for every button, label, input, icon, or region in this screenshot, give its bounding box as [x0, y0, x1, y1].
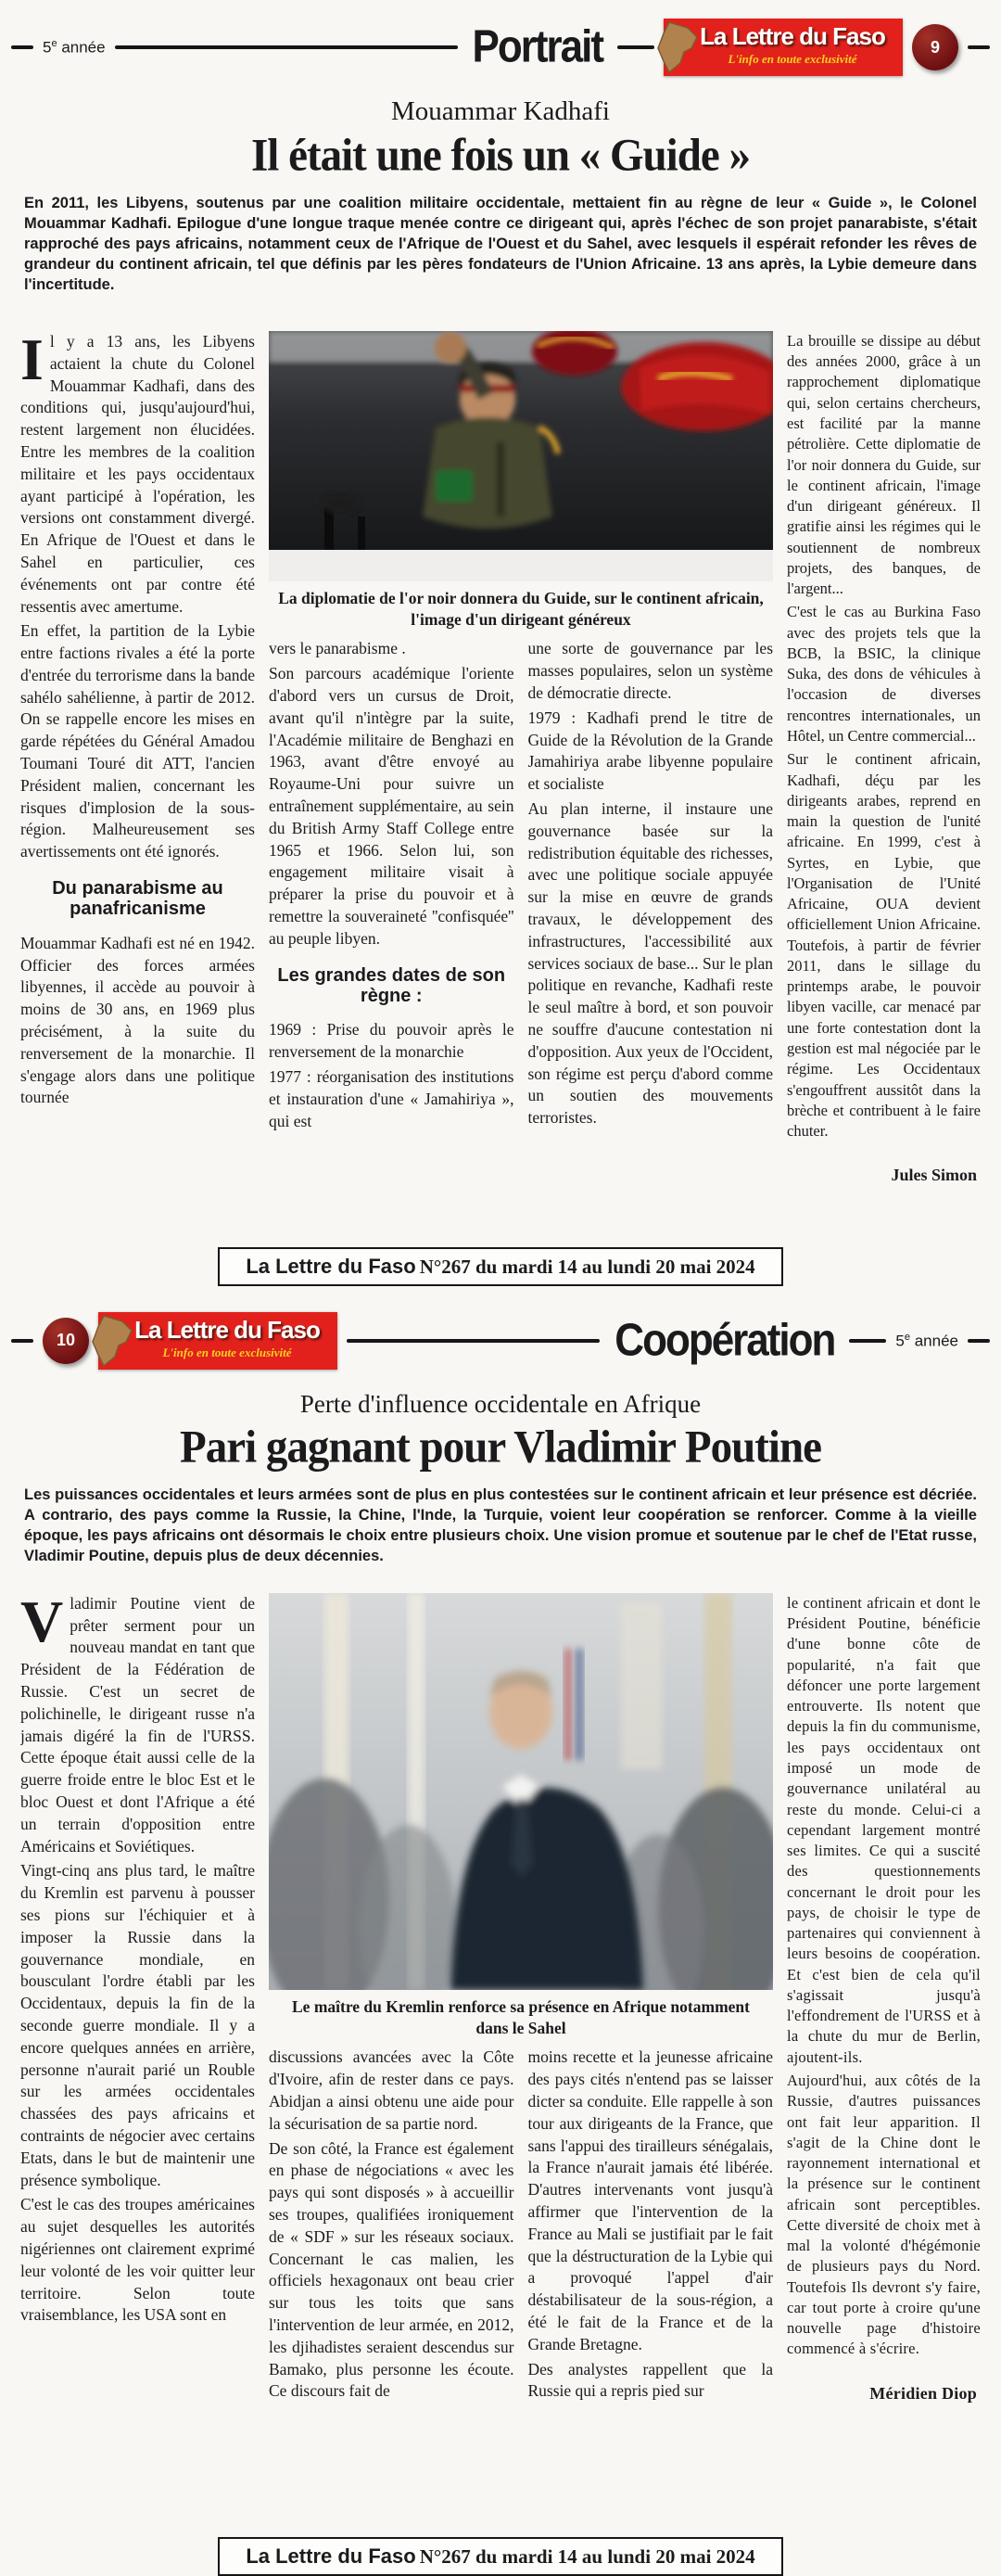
rule: [617, 45, 654, 49]
photo-caption: La diplomatie de l'or noir donnera du Guide, sur le continent africain, l'image d'un dirigeant généreux: [278, 588, 764, 629]
article-paragraph: Aujourd'hui, aux côtés de la Russie, d'autres puissances ont fait leur apparition. Il s'agit de la Chine dont le rayonnement international et la présence sur le continent africain sont perceptibles. Cette diversité de choix met à mal la volonté d'hégémonie de plusieurs pays du Nord. Toutefois Ils devront s'y faire, car tout porte à croire qu'une nouvelle page d'histoire commencé à s'écrire.: [787, 2071, 981, 2358]
column-1: [20, 1593, 255, 2522]
photo-kadhafi: [269, 331, 773, 581]
article-paragraph: le continent africain et dont le Président Poutine, bénéficie d'une bonne côte de popularité, n'a fait que défoncer une porte largement entrouverte. Ils notent que depuis la fin du communisme, les pays occidentaux ont imposé un mode de gouvernance unilatéral au reste du monde. Celui-ci a cependant largement montré ses limites. Ce qui a suscité des questionnements concernant le droit pour les pays, de choisir le type de partenaires qui conviennent à leurs besoins de coopération. Et c'est bien de cela qu'il s'agissait jusqu'à l'effondrement de l'URSS et à la chute du mur de Berlin, ajoutent-ils.: [787, 1593, 981, 2066]
article-paragraph: Des analystes rappellent que la Russie qui a repris pied sur: [527, 2359, 773, 2401]
article-paragraph: Mouammar Kadhafi est né en 1942. Officier des forces armées libyennes, il accède au pouvoir à moins de 30 ans, en 1969 plus précisément, à la suite du renversement de la monarchie. Il s'engage alors dans une politique tournée: [20, 933, 255, 1107]
photo-caption: Le maître du Kremlin renforce sa présence en Afrique notamment dans le Sahel: [292, 1996, 750, 2037]
footer-issue: N°267 du mardi 14 au lundi 20 mai 2024: [419, 1255, 755, 1278]
article-paragraph: Il y a 13 ans, les Libyens actaient la chute du Colonel Mouammar Kadhafi, dans des conditions qui, jusqu'aujourd'hui, restent largement non élucidées. Entre les membres de la coalition militaire et les pays occidentaux ayant participé à l'opération, les versions ont constamment divergé. En Afrique de l'Ouest et dans le Sahel en particulier, ces événements ont par contre été ressentis avec amertume.: [20, 330, 255, 616]
article-paragraph: Son parcours académique l'oriente d'abord vers un cursus de Droit, avant qu'il n'intègre par la suite, l'Académie militaire de Benghazi en 1963, avant d'être envoyé au Royaume-Uni pour suivre un entraînement supplémentaire, au sein du British Army Staff College entre 1965 et 1966. Selon lui, son engagement militaire visait à préparer la prise du pouvoir et à remettre la souveraineté ''confisquée'' au peuple libyen.: [269, 664, 514, 948]
column-2: [269, 638, 514, 1232]
article-paragraph: La brouille se dissipe au début des années 2000, grâce à un rapprochement diplomatique qui, selon certains chercheurs, est facilité par la manne pétrolière. Cette diplomatie de l'or noir donnera du Guide, sur le continent africain, l'image d'un dirigeant généreux. Il gratifie ainsi les régimes qui le soutiennent de nombreux projets, des banques, de l'argent...: [787, 331, 981, 598]
article-paragraph: vers le panarabisme .: [269, 639, 406, 658]
article-paragraph: De son côté, la France est également en phase de négociations « avec les pays qui sont disposés » à accueillir ses troupes, qualifiées ironiquement de « SDF » sur les réseaux sociaux. Concernant le cas malien, les officiels hexagonaux ont beau crier sur tous les toits que sans l'intervention de leur armée, en 2012, les djihadistes seraient descendus sur Bamako, plus personne les écoute. Ce discours fait de: [269, 2138, 514, 2401]
column-3: [528, 2047, 774, 2522]
logo-tagline: L'info en toute exclusivité: [728, 51, 857, 66]
rule: [115, 45, 458, 49]
column-middle-block: [269, 1593, 773, 2522]
footer-brand: La Lettre du Faso: [246, 1254, 416, 1278]
article-paragraph: C'est le cas au Burkina Faso avec des projets tels que la BCB, la BSIC, la clinique Suka, des dons de véhicules à l'occasion de diverses rencontres internationales, un Hôtel, un Centre commercial...: [787, 603, 981, 745]
article-byline: Jules Simon: [891, 1166, 977, 1185]
masthead-page9: [0, 17, 1001, 78]
article-paragraph: Sur le continent africain, Kadhafi, déçu par les dirigeants arabes, reprend en main la question de l'unité africaine. En 1999, c'est à Syrtes, en Lybie, que l'Organisation de l'Unité Africaine, OUA devient officiellement Union Africaine. Toutefois, à partir de février 2011, dans le sillage du printemps arabe, le pouvoir libyen vacille, car menacé par une forte contestation dont la gestion est mal négociée par le régime. Les Occidentaux s'engouffrent aussitôt dans la brèche et contribuent à le faire chuter.: [787, 750, 981, 1141]
article-paragraph: Au plan interne, il instaure une gouvernance basée sur la redistribution équitable des richesses, avec une politique sociale appuyée sur la mise en œuvre de grands travaux, le développement des infrastructures, l'accessibilité aux services sociaux de base... Sur le plan politique en revanche, Kadhafi reste le seul maître à bord, et son pouvoir ne souffre d'aucune contestation ni d'opposition. Aux yeux de l'Occident, son régime est perçu d'abord comme un soutien des mouvements terroristes.: [527, 799, 773, 1128]
column-4: [787, 1593, 981, 2522]
column-subhead: Les grandes dates de son règne :: [277, 964, 506, 1006]
issue-footer: [218, 1247, 782, 1286]
rule: [11, 45, 33, 49]
article-lead: En 2011, les Libyens, soutenus par une coalition militaire occidentale, mettaient fin au règne de leur « Guide », le Colonel Mouammar Kadhafi. Epilogue d'une longue traque menée contre ce dirigeant qui, après l'échec de son projet panarabiste, s'était rapproché des pays africains, notamment ceux de l'Afrique de l'Ouest et du Sahel, avec lesquels il espérait refonder les rêves de grandeur du continent africain, tel que définis par les pères fondateurs de l'Union Africaine. 13 ans après, la Lybie demeure dans l'incertitude.: [24, 194, 977, 293]
article-paragraph: Vingt-cinq ans plus tard, le maître du Kremlin est parvenu à pousser ses pions sur l'échiquier et à imposer la Russie dans la gouvernance mondiale, en bousculant l'ordre établi par les Occidentaux, depuis la fin de la seconde guerre mondiale. Il y a encore quelques années en arrière, personne n'aurait parié un Rouble sur les armées occidentales chassées des pays africains et contraints de négocier avec certains Etats, dans le but de maintenir une présence symbolique.: [20, 1861, 255, 2189]
column-3: [528, 638, 774, 1232]
article-paragraph: C'est le cas des troupes américaines au sujet desquelles les autorités nigériennes ont clairement exprimé leur volonté de les voir quitter leur territoire. Selon toute vraisemblance, les USA sont en: [20, 2195, 255, 2325]
drop-cap: V: [20, 1592, 64, 1654]
article-byline: Méridien Diop: [869, 2383, 977, 2403]
footer-issue: N°267 du mardi 14 au lundi 20 mai 2024: [419, 2544, 755, 2568]
issue-footer: [218, 2537, 782, 2576]
column-1: [20, 331, 255, 1232]
rule: [849, 1339, 886, 1343]
logo-tagline: L'info en toute exclusivité: [162, 1345, 292, 1359]
article-paragraph: une sorte de gouvernance par les masses populaires, selon un système de démocratie directe.: [527, 639, 773, 703]
article-paragraph: 1979 : Kadhafi prend le titre de Guide de la Révolution de la Grande Jamahiriya arabe libyenne populaire et socialiste: [527, 708, 773, 794]
column-2: [269, 2047, 514, 2522]
article-paragraph: Vladimir Poutine vient de prêter serment pour un nouveau mandat en tant que Président de la Fédération de Russie. C'est un secret de polichinelle, le dirigeant russe n'a jamais digéré la fin de l'URSS. Cette époque était aussi celle de la guerre froide entre le bloc Est et le bloc Ouest et dont l'Afrique a été un terrain d'opposition entre Américains et Soviétiques.: [20, 1592, 255, 1855]
drop-cap: I: [20, 330, 44, 392]
article-body: [20, 1593, 981, 2522]
article-paragraph: discussions avancées avec la Côte d'Ivoire, afin de rester dans ce pays. Abidjan a ainsi obtenu une aide pour la sécurisation de sa partie nord.: [269, 2047, 514, 2133]
article-headline: Il était une fois un « Guide »: [251, 130, 750, 182]
section-title-portrait: Portrait: [472, 21, 602, 72]
column-middle-block: [269, 331, 773, 1232]
article-kicker: Perte d'influence occidentale en Afrique: [299, 1389, 702, 1418]
page-10: [0, 1310, 1001, 2576]
edition-year: 5e année: [895, 1331, 958, 1350]
article-kicker: Mouammar Kadhafi: [391, 96, 610, 126]
column-4: [787, 331, 981, 1232]
middle-columns: [269, 638, 773, 1232]
article-lead: Les puissances occidentales et leurs armées sont de plus en plus contestées sur le continent africain et leur présence est décriée. A contrario, des pays comme la Russie, la Chine, l'Inde, la Turquie, voient leur coopération se renforcer. Comme à la vieille époque, les pays africains ont désormais le choix entre plusieurs choix. Une vision promue et soutenue par le chef de l'Etat russe, Vladimir Poutine, depuis plus de deux décennies.: [24, 1486, 977, 1564]
article-body: [20, 331, 981, 1232]
rule: [11, 1339, 33, 1343]
page-9: [0, 0, 1001, 1286]
newspaper-logo: [98, 1312, 337, 1370]
middle-columns: [269, 2047, 773, 2522]
page-number-badge: 10: [43, 1318, 89, 1364]
photo-poutine: [269, 1593, 773, 1990]
article-paragraph: En effet, la partition de la Lybie entre factions rivales a été la porte d'entrée du terrorisme dans la bande sahélo sahélienne, à partir de 2012. On se rappelle encore les mises en garde répétées du Général Amadou Toumani Touré dit ATT, l'ancien Président malien, concernant les risques d'implosion de la sous-région. Malheureusement ses avertissements ont été ignorés.: [20, 621, 255, 861]
rule: [968, 1339, 990, 1343]
footer-brand: La Lettre du Faso: [246, 2544, 416, 2568]
article-paragraph: 1969 : Prise du pouvoir après le renversement de la monarchie: [269, 1020, 514, 1062]
page-number-badge: 9: [912, 24, 958, 70]
section-title-cooperation: Coopération: [615, 1314, 835, 1366]
article-headline: Pari gagnant pour Vladimir Poutine: [180, 1422, 821, 1473]
column-subhead: Du panarabisme au panafricanisme: [52, 878, 223, 920]
rule: [968, 45, 990, 49]
newspaper-logo: [664, 19, 903, 76]
edition-year: 5e année: [43, 37, 106, 57]
masthead-page10: [0, 1310, 1001, 1371]
article-paragraph: 1977 : réorganisation des institutions et instauration d'une « Jamahiriya », qui est: [269, 1066, 514, 1130]
article-paragraph: moins recette et la jeunesse africaine des pays cités n'entend pas se laisser dicter sa conduite. Elle rappelle à son tour aux dirigeants de la France, que sans l'appui des tirailleurs sénégalais, la France n'aurait jamais été libérée. D'autres intervenants vont jusqu'à affirmer que l'intervention de la France au Mali se justifiait par le fait que la déstructuration de la Lybie qui a provoqué l'appel d'air déstabilisateur de la sous-région, a été le fait de la France et de la Grande Bretagne.: [527, 2047, 773, 2353]
logo-title: La Lettre du Faso: [700, 22, 885, 50]
rule: [347, 1339, 600, 1343]
logo-title: La Lettre du Faso: [134, 1315, 320, 1344]
